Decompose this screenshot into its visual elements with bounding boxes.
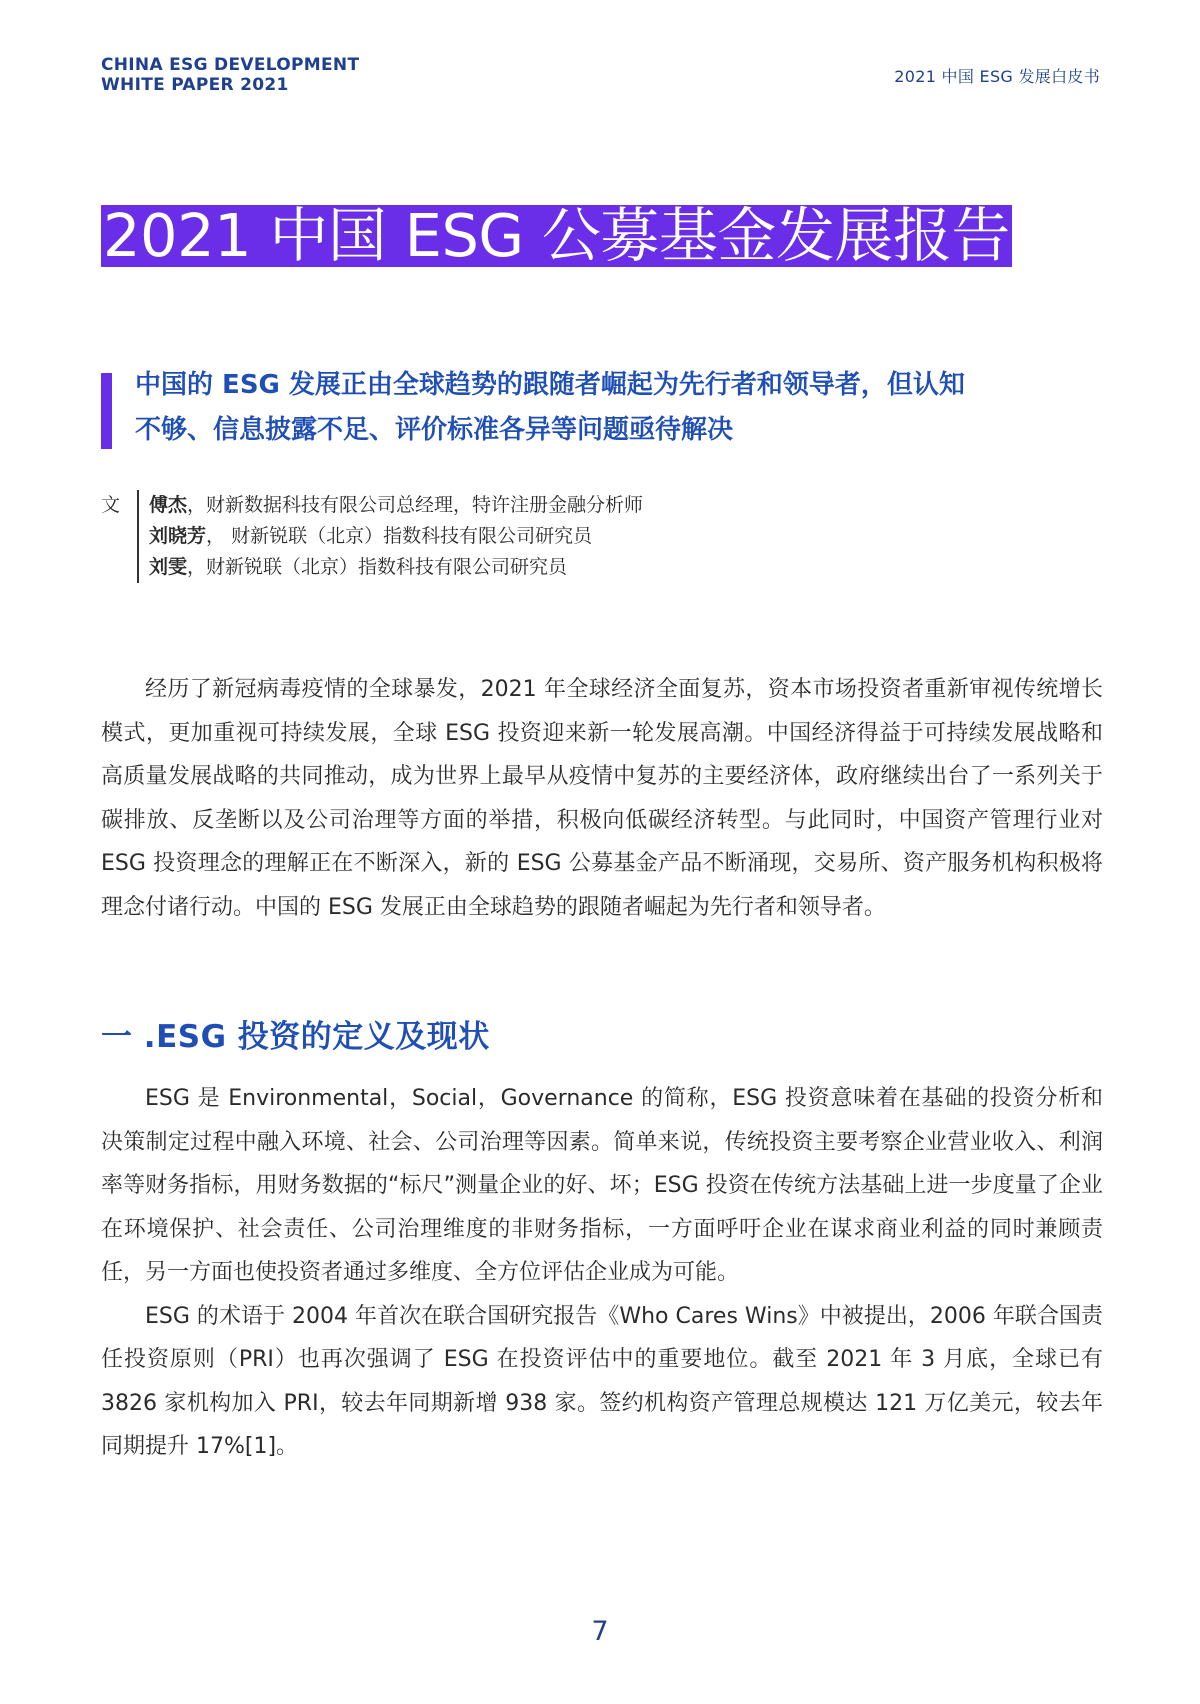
lead-text: [135, 363, 1091, 453]
page-title: 2021 中国 ESG 公募基金发展报告: [103, 201, 1010, 270]
body-paragraph: ESG 是 Environmental，Social，Governance 的简称，ESG 投资意味着在基础的投资分析和决策制定过程中融入环境、社会、公司治理等因素。简单来说，传统投资主要考察企业营业收入、利润率等财务指标，用财务数据的“标尺”测量企业的好、坏；ESG 投资在传统方法基础上进一步度量了企业在环境保护、社会责任、公司治理维度的非财务指标，一方面呼吁企业在谋求商业利益的同时兼顾责任，另一方面也使投资者通过多维度、全方位评估企业成为可能。: [101, 1086, 1103, 1285]
lead-line-2: 不够、信息披露不足、评价标准各异等问题亟待解决: [135, 415, 734, 445]
author-line: [149, 490, 1049, 521]
author-name: 刘雯: [149, 556, 188, 578]
body-paragraph: ESG 的术语于 2004 年首次在联合国研究报告《Who Cares Wins》中被提出，2006 年联合国责任投资原则（PRI）也再次强调了 ESG 在投资评估中的重要地位。截至 2021 年 3 月底，全球已有 3826 家机构加入 PRI，较去年同期新增 938 家。签约机构资产管理总规模达 121 万亿美元，较去年同期提升 17%[1]。: [101, 1303, 1103, 1459]
section-body: [101, 1077, 1103, 1469]
lead-accent-bar: [101, 373, 112, 449]
author-name: 傅杰: [149, 494, 188, 516]
section-heading: 一 .ESG 投资的定义及现状: [101, 1019, 490, 1055]
author-line: [149, 552, 1049, 583]
author-description: 财新锐联（北京）指数科技有限公司研究员: [225, 525, 593, 547]
lead-line-1: 中国的 ESG 发展正由全球趋势的跟随者崛起为先行者和领导者，但认知: [135, 370, 965, 400]
authors-list: [137, 490, 1049, 583]
author-description: 财新锐联（北京）指数科技有限公司研究员: [206, 556, 568, 578]
author-name: 刘晓芳: [149, 525, 207, 547]
author-line: [149, 521, 1049, 552]
author-separator: ，: [187, 494, 207, 516]
header-publication-name: [101, 55, 359, 95]
header-right-title: 2021 中国 ESG 发展白皮书: [894, 67, 1100, 86]
header-left-line2: WHITE PAPER 2021: [101, 75, 289, 95]
authors-label: 文: [101, 494, 121, 516]
lead-callout: [101, 371, 1091, 453]
header-left-line1: CHINA ESG DEVELOPMENT: [101, 55, 360, 75]
intro-section: [101, 668, 1103, 929]
author-separator: ，: [187, 556, 207, 578]
page-number: 7: [591, 1616, 609, 1647]
intro-paragraph: 经历了新冠病毒疫情的全球暴发，2021 年全球经济全面复苏，资本市场投资者重新审视传统增长模式，更加重视可持续发展，全球 ESG 投资迎来新一轮发展高潮。中国经济得益于可持续发展战略和高质量发展战略的共同推动，成为世界上最早从疫情中复苏的主要经济体，政府继续出台了一系列关于碳排放、反垄断以及公司治理等方面的举措，积极向低碳经济转型。与此同时，中国资产管理行业对 ESG 投资理念的理解正在不断深入，新的 ESG 公募基金产品不断涌现，交易所、资产服务机构积极将理念付诸行动。中国的 ESG 发展正由全球趋势的跟随者崛起为先行者和领导者。: [101, 677, 1103, 920]
author-description: 财新数据科技有限公司总经理，特许注册金融分析师: [206, 494, 644, 516]
author-separator: ，: [206, 525, 226, 547]
